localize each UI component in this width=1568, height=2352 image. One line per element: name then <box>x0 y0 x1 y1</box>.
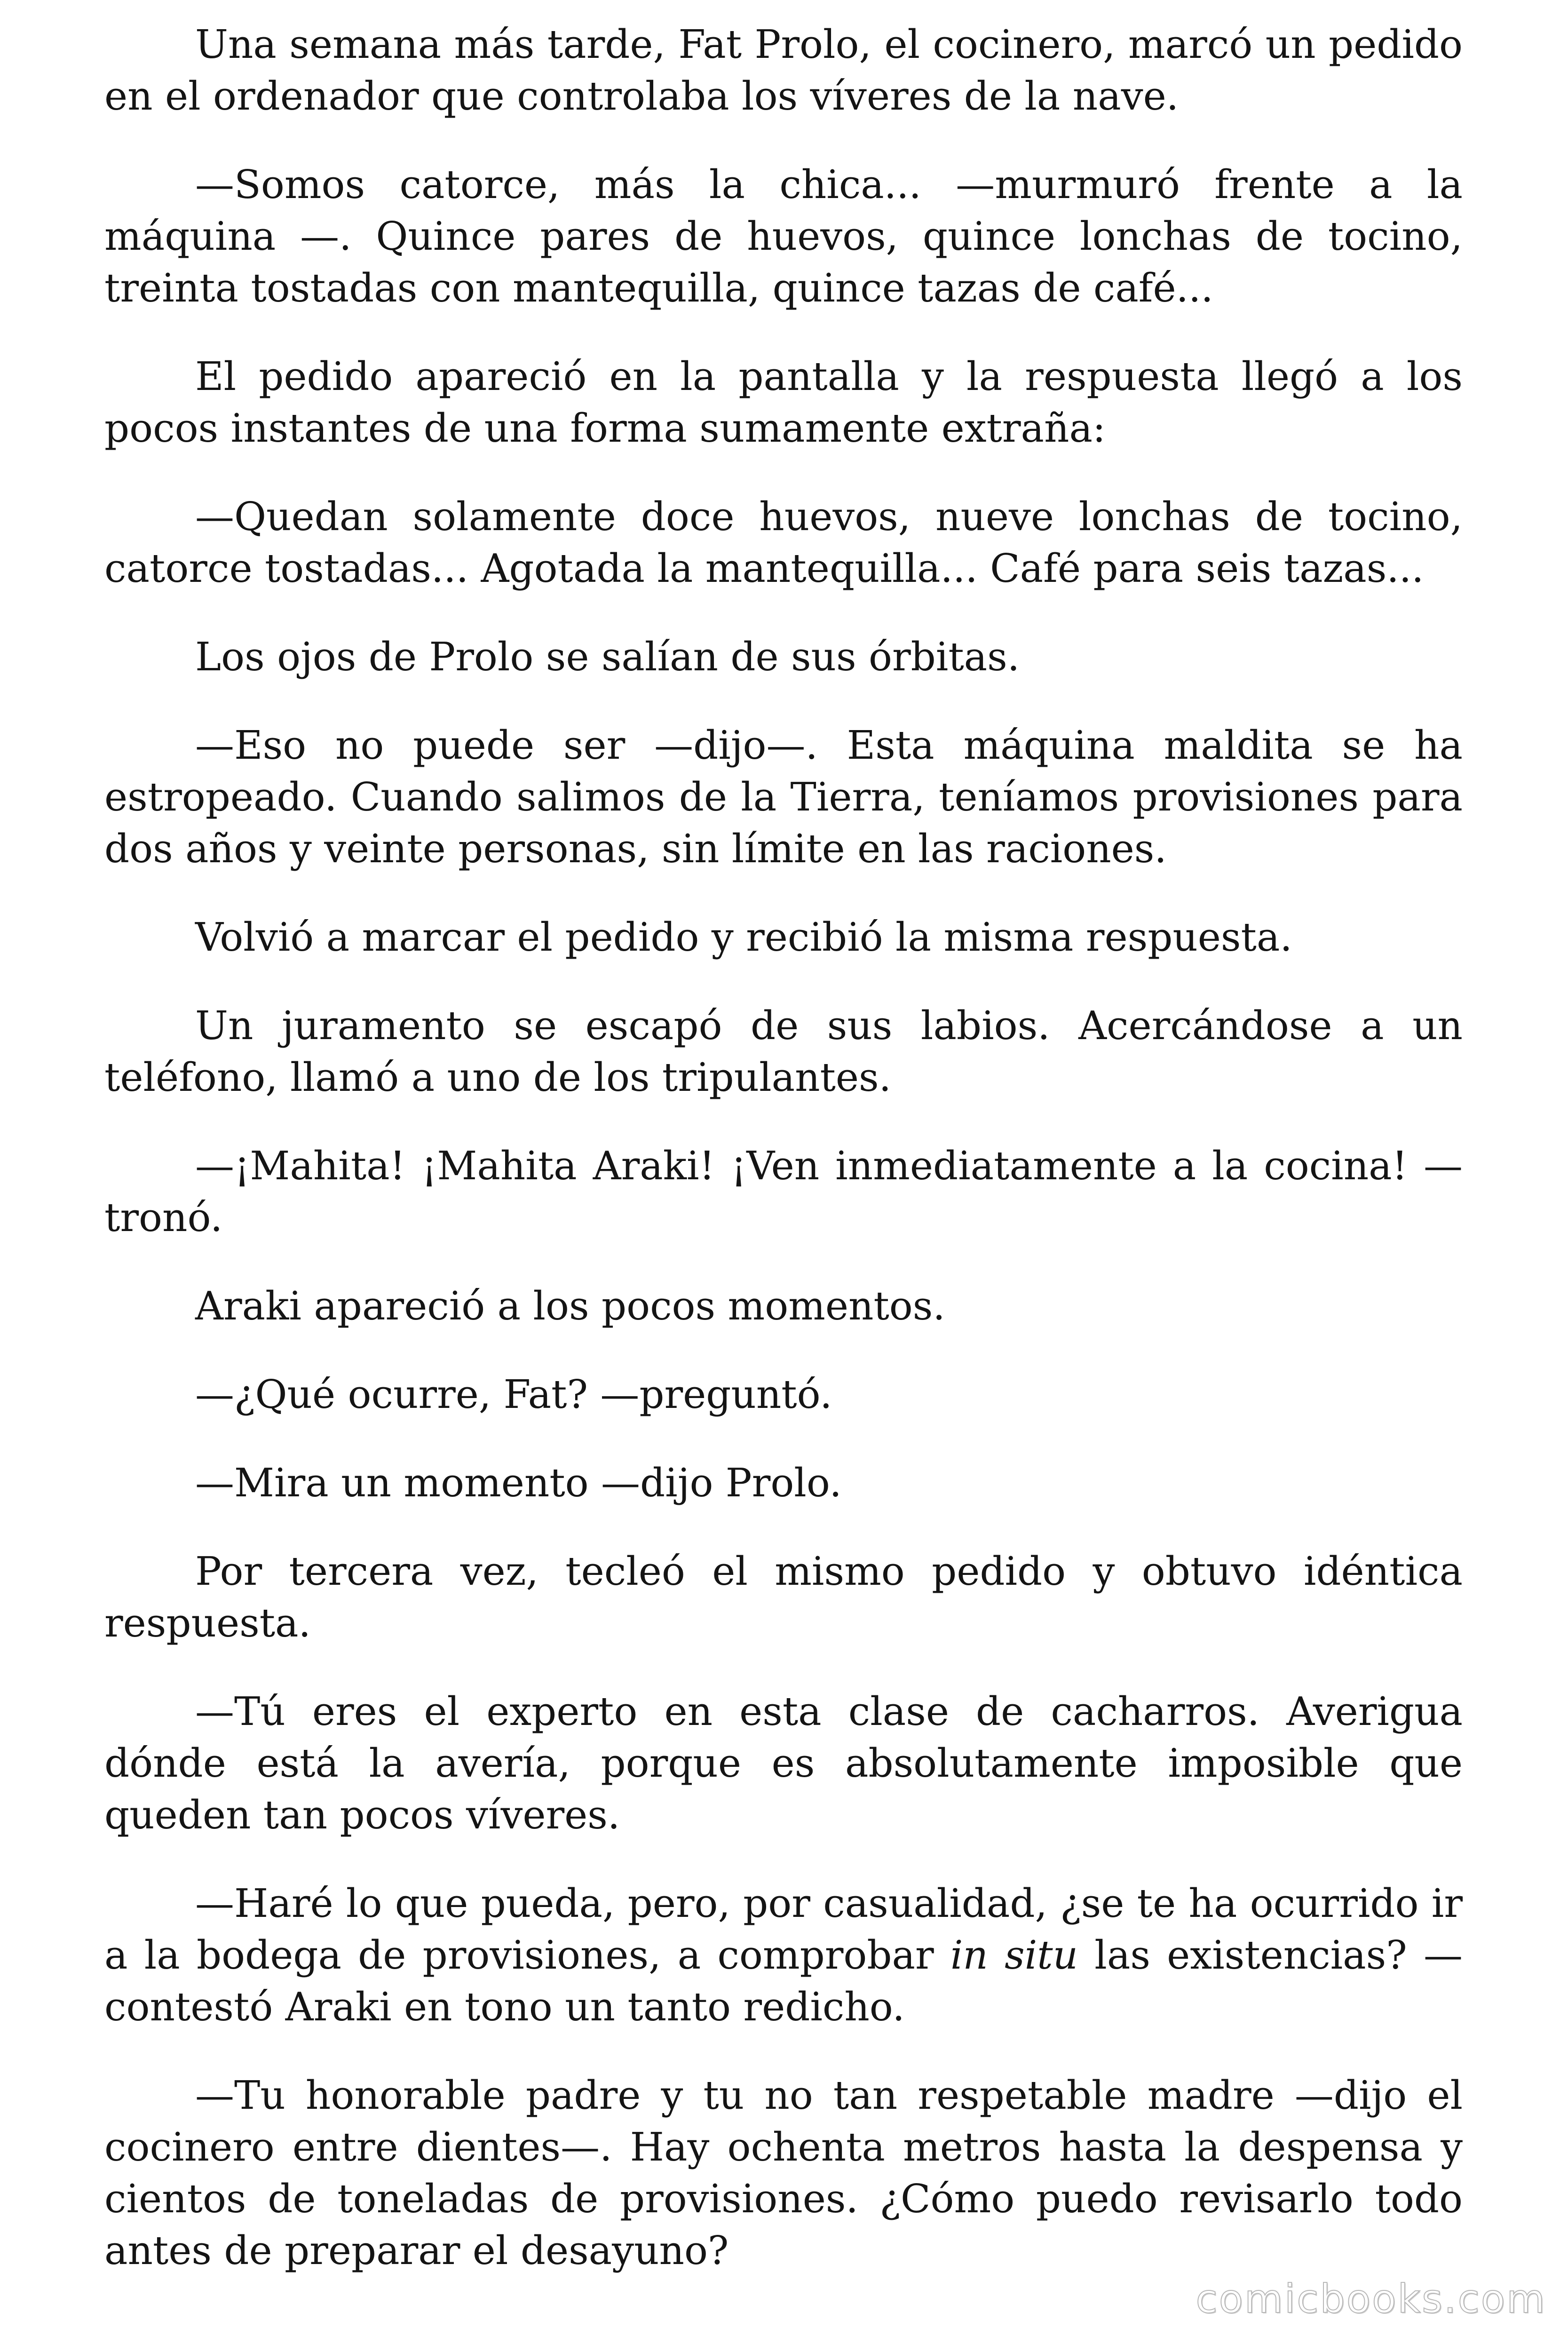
paragraph: —¡Mahita! ¡Mahita Araki! ¡Ven inmediatamente a la cocina! —tronó. <box>104 1143 1463 1240</box>
paragraph: El pedido apareció en la pantalla y la respuesta llegó a los pocos instantes de una forma sumamente extraña: <box>104 354 1463 451</box>
site-watermark: comicbooks.com <box>1196 2276 1546 2322</box>
paragraph: —Tu honorable padre y tu no tan respetable madre —dijo el cocinero entre dientes—. Hay ochenta metros hasta la despensa y cientos de toneladas de provisiones. ¿Cómo puedo revisarlo todo antes de preparar el desayuno? <box>104 2073 1463 2273</box>
paragraph: —¿Qué ocurre, Fat? —preguntó. <box>195 1372 832 1417</box>
paragraph-text: —Haré lo que pueda, pero, por casualidad, ¿se te ha ocurrido ir a la bodega de provisiones, a comprobar <box>104 1881 1463 1978</box>
paragraph: Una semana más tarde, Fat Prolo, el cocinero, marcó un pedido en el ordenador que controlaba los víveres de la nave. <box>104 22 1463 119</box>
paragraph: Los ojos de Prolo se salían de sus órbitas. <box>195 634 1020 680</box>
paragraph: Araki apareció a los pocos momentos. <box>195 1283 945 1329</box>
paragraph: —Quedan solamente doce huevos, nueve lonchas de tocino, catorce tostadas... Agotada la mantequilla... Café para seis tazas... <box>104 494 1463 591</box>
paragraph: Un juramento se escapó de sus labios. Acercándose a un teléfono, llamó a uno de los tripulantes. <box>104 1003 1463 1100</box>
paragraph: Volvió a marcar el pedido y recibió la misma respuesta. <box>195 914 1292 960</box>
paragraph: —Somos catorce, más la chica... —murmuró frente a la máquina —. Quince pares de huevos, quince lonchas de tocino, treinta tostadas con mantequilla, quince tazas de café... <box>104 162 1463 311</box>
page-body-text <box>104 19 1463 2277</box>
paragraph: —Mira un momento —dijo Prolo. <box>195 1460 842 1506</box>
paragraph: —Tú eres el experto en esta clase de cacharros. Averigua dónde está la avería, porque es absolutamente imposible que queden tan pocos víveres. <box>104 1689 1463 1838</box>
paragraph: —Eso no puede ser —dijo—. Esta máquina maldita se ha estropeado. Cuando salimos de la Tierra, teníamos provisiones para dos años y veinte personas, sin límite en las raciones. <box>104 723 1463 872</box>
italic-phrase: in situ <box>950 1932 1078 1978</box>
paragraph <box>104 1878 1463 2033</box>
paragraph-text: las existencias? —contestó Araki en tono un tanto redicho. <box>104 1932 1463 2030</box>
paragraph: Por tercera vez, tecleó el mismo pedido y obtuvo idéntica respuesta. <box>104 1549 1463 1646</box>
